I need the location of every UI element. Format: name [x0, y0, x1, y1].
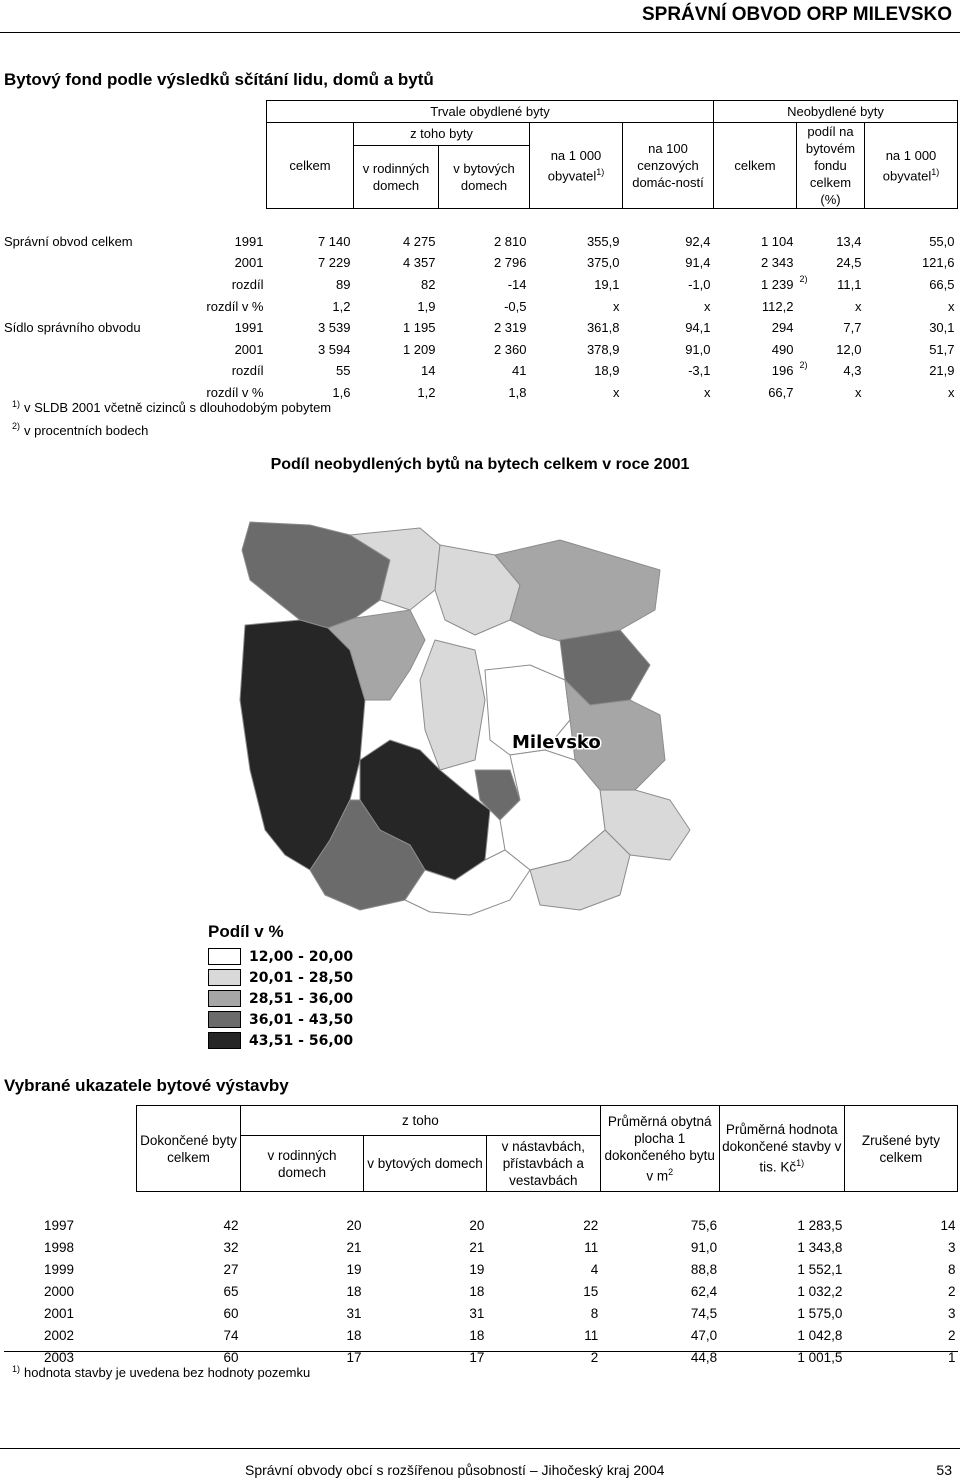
table-cell: x: [855, 298, 862, 314]
footnote: [12, 1360, 310, 1382]
housing-table: [4, 100, 958, 403]
table-cell: 11: [584, 1239, 599, 1255]
table-cell: -1,0: [688, 277, 711, 293]
region-center-w: [420, 640, 485, 770]
table-cell: 2: [947, 1283, 956, 1299]
table-cell: 74: [223, 1327, 239, 1343]
table-cell: 1,2: [417, 385, 436, 401]
footnote-mark: [797, 295, 833, 317]
table-cell: 51,7: [929, 341, 955, 357]
legend-item: [208, 946, 353, 967]
row-label: Sídlo správního obvodu: [4, 320, 141, 336]
table-cell: 31: [469, 1305, 485, 1321]
table-cell: 2 343: [760, 255, 794, 271]
section-title-housing: Bytový fond podle výsledků sčítání lidu, domů a bytů: [4, 70, 434, 89]
table-cell: 2 319: [493, 320, 527, 336]
table-cell: 375,0: [586, 255, 620, 271]
table-cell: -0,5: [504, 298, 527, 314]
row-sublabel: rozdíl: [231, 277, 264, 293]
col-apartment-2: v bytových domech: [364, 1136, 487, 1192]
table-cell: 1 042,8: [797, 1327, 843, 1343]
table-cell: 15: [583, 1283, 599, 1299]
footer-rule: [0, 1448, 960, 1449]
table-cell: 60: [223, 1349, 239, 1365]
table-cell: 44,8: [690, 1349, 718, 1365]
legend-label: 36,01 - 43,50: [249, 1011, 354, 1028]
table-cell: 60: [223, 1305, 239, 1321]
table-cell: 12,0: [836, 341, 862, 357]
table-cell: 30,1: [929, 320, 955, 336]
table-cell: x: [704, 385, 711, 401]
table-cell: 4 275: [402, 233, 436, 249]
footnote-mark: 1): [12, 399, 21, 409]
table-cell: 1 209: [402, 341, 436, 357]
table-cell: 31: [346, 1305, 362, 1321]
row-year: 2003: [44, 1349, 75, 1365]
table-cell: x: [948, 298, 955, 314]
legend-item: [208, 1030, 353, 1051]
table-row: [4, 339, 958, 361]
table-cell: 121,6: [921, 255, 955, 271]
col-demolished: Zrušené byty celkem: [844, 1106, 957, 1192]
row-label: Správní obvod celkem: [4, 233, 133, 249]
table-cell: 20: [469, 1217, 485, 1233]
col-total-2: celkem: [714, 123, 797, 209]
table-cell: 1 239: [760, 277, 794, 293]
col-family: v rodinných domech: [354, 145, 439, 208]
table-cell: 3 539: [317, 320, 351, 336]
col-per-100: na 100 cenzových domác-ností: [623, 123, 714, 209]
table-cell: 65: [223, 1283, 239, 1299]
table-cell: 14: [940, 1217, 956, 1233]
row-label: [4, 360, 178, 382]
table-cell: 18: [469, 1327, 485, 1343]
table-cell: 1 104: [760, 233, 794, 249]
map-legend: [208, 922, 353, 1051]
footnote: [12, 417, 331, 439]
table-cell: 1 001,5: [797, 1349, 843, 1365]
table-cell: 19: [469, 1261, 485, 1277]
table-cell: 47,0: [690, 1327, 718, 1343]
header-rule: [0, 32, 960, 33]
table2-rule: [4, 1351, 958, 1352]
legend-item: [208, 988, 353, 1009]
col-avg-area: Průměrná obytná plocha 1 dokončeného bytu v $m^2$: [600, 1106, 719, 1192]
legend-swatch: [208, 1011, 241, 1028]
table-row: [4, 1280, 958, 1302]
table-cell: 112,2: [761, 298, 794, 314]
row-year: 2000: [44, 1283, 75, 1299]
legend-swatch: [208, 969, 241, 986]
table-cell: 1 283,5: [797, 1217, 843, 1233]
footnote-mark: [797, 231, 833, 253]
col-completed: Dokončené byty celkem: [137, 1106, 241, 1192]
table-cell: 21,9: [929, 363, 955, 379]
table-cell: 3: [947, 1305, 956, 1321]
table-cell: 24,5: [836, 255, 862, 271]
table-cell: 1,2: [332, 298, 351, 314]
legend-label: 12,00 - 20,00: [249, 948, 354, 965]
table-cell: 2 360: [493, 341, 527, 357]
table-cell: 11: [584, 1327, 599, 1343]
table-row: [4, 1302, 958, 1324]
table-cell: 17: [469, 1349, 485, 1365]
footnote: [12, 395, 331, 417]
table-cell: 41: [512, 363, 527, 379]
table-cell: 2: [947, 1327, 956, 1343]
table-cell: x: [613, 298, 620, 314]
footnote-mark: 2): [799, 360, 808, 371]
row-year: 2002: [44, 1327, 75, 1343]
table-cell: 11,1: [837, 277, 862, 293]
col-share: podíl na bytovém fondu celkem (%): [797, 123, 865, 209]
table-cell: x: [855, 385, 862, 401]
table-cell: 62,4: [690, 1283, 718, 1299]
table-cell: 8: [947, 1261, 956, 1277]
col-group-occupied: Trvale obydlené byty: [267, 101, 714, 123]
col-per-1000: na 1 000 obyvatel$^{1)}$: [530, 123, 623, 209]
table-cell: 7 229: [317, 255, 351, 271]
table-cell: 196: [771, 363, 794, 379]
row-sublabel: 1991: [234, 320, 264, 336]
row-sublabel: 2001: [234, 341, 264, 357]
table-cell: 7 140: [317, 233, 351, 249]
table-cell: 355,9: [586, 233, 620, 249]
construction-table: [4, 1105, 958, 1368]
table-cell: 4,3: [843, 363, 862, 379]
table-cell: 2 810: [493, 233, 527, 249]
table-row: [4, 1324, 958, 1346]
table-cell: 3: [947, 1239, 956, 1255]
page-number: 53: [936, 1462, 952, 1478]
section-title-construction: Vybrané ukazatele bytové výstavby: [4, 1076, 289, 1095]
table-cell: 19,1: [594, 277, 620, 293]
table-row: [4, 1214, 958, 1236]
table-cell: 91,0: [685, 341, 711, 357]
table-cell: 1 032,2: [797, 1283, 843, 1299]
table-cell: 55: [336, 363, 351, 379]
row-sublabel: 1991: [234, 233, 264, 249]
table-row: [4, 252, 958, 274]
table-cell: 7,7: [843, 320, 862, 336]
footnote-mark: [797, 317, 833, 339]
table-cell: 22: [583, 1217, 599, 1233]
table-cell: 89: [336, 277, 351, 293]
notes-housing: [12, 395, 331, 440]
col-avg-value: Průměrná hodnota dokončené stavby v tis. $Kč^{1)}$: [719, 1106, 844, 1192]
table-cell: 66,7: [768, 385, 794, 401]
table-cell: 21: [469, 1239, 485, 1255]
legend-title: Podíl v %: [208, 922, 284, 941]
row-year: 1999: [44, 1261, 75, 1277]
page-header: SPRÁVNÍ OBVOD ORP MILEVSKO: [641, 4, 952, 25]
legend-item: [208, 1009, 353, 1030]
table-cell: 2 796: [493, 255, 527, 271]
table-cell: 490: [771, 341, 794, 357]
table-cell: 1,8: [508, 385, 527, 401]
table-cell: -14: [507, 277, 527, 293]
footnote-text: v procentních bodech: [24, 422, 149, 438]
table-cell: 1 575,0: [797, 1305, 843, 1321]
row-sublabel: 2001: [234, 255, 264, 271]
footnote-mark: 2): [799, 273, 808, 284]
table-cell: 88,8: [690, 1261, 718, 1277]
row-year: 2001: [44, 1305, 75, 1321]
footnote-text: hodnota stavby je uvedena bez hodnoty pozemku: [24, 1365, 311, 1381]
table-cell: x: [948, 385, 955, 401]
table-cell: 92,4: [685, 233, 711, 249]
table-cell: 42: [223, 1217, 239, 1233]
table-cell: 294: [771, 320, 794, 336]
col-group-of-which: z toho byty: [354, 123, 530, 146]
row-year: 1998: [44, 1239, 75, 1255]
row-sublabel: rozdíl: [231, 363, 264, 379]
table-cell: 82: [421, 277, 436, 293]
table-cell: 74,5: [690, 1305, 718, 1321]
table-cell: 13,4: [836, 233, 862, 249]
table-cell: 20: [346, 1217, 362, 1233]
row-sublabel: rozdíl v %: [206, 385, 264, 401]
table-cell: 3 594: [317, 341, 351, 357]
table-cell: 18,9: [594, 363, 620, 379]
table-cell: 1,6: [332, 385, 351, 401]
table-cell: 1,9: [417, 298, 436, 314]
legend-swatch: [208, 990, 241, 1007]
table-cell: 91,4: [685, 255, 711, 271]
col-apartment: v bytových domech: [439, 145, 530, 208]
legend-label: 20,01 - 28,50: [249, 969, 354, 986]
row-label: [4, 274, 178, 296]
table-cell: 19: [346, 1261, 362, 1277]
table-cell: 32: [223, 1239, 239, 1255]
footnote-mark: [797, 339, 833, 361]
table-cell: 4 357: [402, 255, 436, 271]
col-family-2: v rodinných domech: [241, 1136, 364, 1192]
footer-text: Správní obvody obcí s rozšířenou působností – Jihočeský kraj 2004: [245, 1462, 665, 1478]
row-sublabel: rozdíl v %: [206, 298, 264, 314]
table-cell: 361,8: [586, 320, 620, 336]
table-cell: 21: [346, 1239, 362, 1255]
table-row: [4, 317, 958, 339]
table-row: [4, 1236, 958, 1258]
table-cell: 18: [346, 1283, 362, 1299]
table-cell: 1 552,1: [797, 1261, 843, 1277]
table-cell: 1 195: [402, 320, 436, 336]
table-cell: 14: [421, 363, 436, 379]
table-cell: 17: [346, 1349, 362, 1365]
table-row: [4, 1258, 958, 1280]
table-cell: 8: [590, 1305, 599, 1321]
row-label: [4, 339, 178, 361]
region-ne: [495, 540, 660, 650]
legend-item: [208, 967, 353, 988]
table-row: [4, 274, 958, 296]
row-label: [4, 295, 178, 317]
col-extensions: v nástavbách, přístavbách a vestavbách: [486, 1136, 600, 1192]
table-row: [4, 231, 958, 253]
table-cell: 1: [947, 1349, 956, 1365]
map-city-label: Milevsko: [512, 732, 601, 753]
footnote-mark: [797, 252, 833, 274]
legend-label: 28,51 - 36,00: [249, 990, 354, 1007]
col-total: celkem: [267, 123, 354, 209]
table-cell: 94,1: [685, 320, 711, 336]
footnote-mark: [797, 382, 833, 404]
table-cell: -3,1: [688, 363, 711, 379]
table-row: [4, 360, 958, 382]
table-cell: x: [613, 385, 620, 401]
col-per-1000-b: na 1 000 obyvatel$^{1)}$: [865, 123, 958, 209]
table-cell: 27: [223, 1261, 239, 1277]
legend-swatch: [208, 948, 241, 965]
region-map: [190, 500, 730, 920]
footnote-text: v SLDB 2001 včetně cizinců s dlouhodobým pobytem: [24, 400, 332, 416]
notes-construction: [12, 1360, 310, 1382]
table-cell: 18: [346, 1327, 362, 1343]
row-year: 1997: [44, 1217, 75, 1233]
table-cell: 2: [590, 1349, 599, 1365]
table-cell: 4: [590, 1261, 599, 1277]
table-cell: 1 343,8: [797, 1239, 843, 1255]
row-label: [4, 252, 178, 274]
table-row: [4, 295, 958, 317]
map-title: Podíl neobydlených bytů na bytech celkem v roce 2001: [270, 456, 690, 473]
table-cell: 18: [469, 1283, 485, 1299]
legend-swatch: [208, 1032, 241, 1049]
legend-label: 43,51 - 56,00: [249, 1032, 354, 1049]
footnote-mark: 2): [12, 421, 21, 432]
table-cell: 66,5: [929, 277, 955, 293]
table-cell: 55,0: [929, 233, 955, 249]
table-cell: x: [704, 298, 711, 314]
table-cell: 91,0: [690, 1239, 718, 1255]
table-cell: 75,6: [690, 1217, 718, 1233]
table-cell: 378,9: [586, 341, 620, 357]
footnote-mark: 1): [12, 1364, 21, 1374]
col-group-unoccupied: Neobydlené byty: [714, 101, 958, 123]
col-group-of-which-2: z toho: [241, 1106, 601, 1136]
